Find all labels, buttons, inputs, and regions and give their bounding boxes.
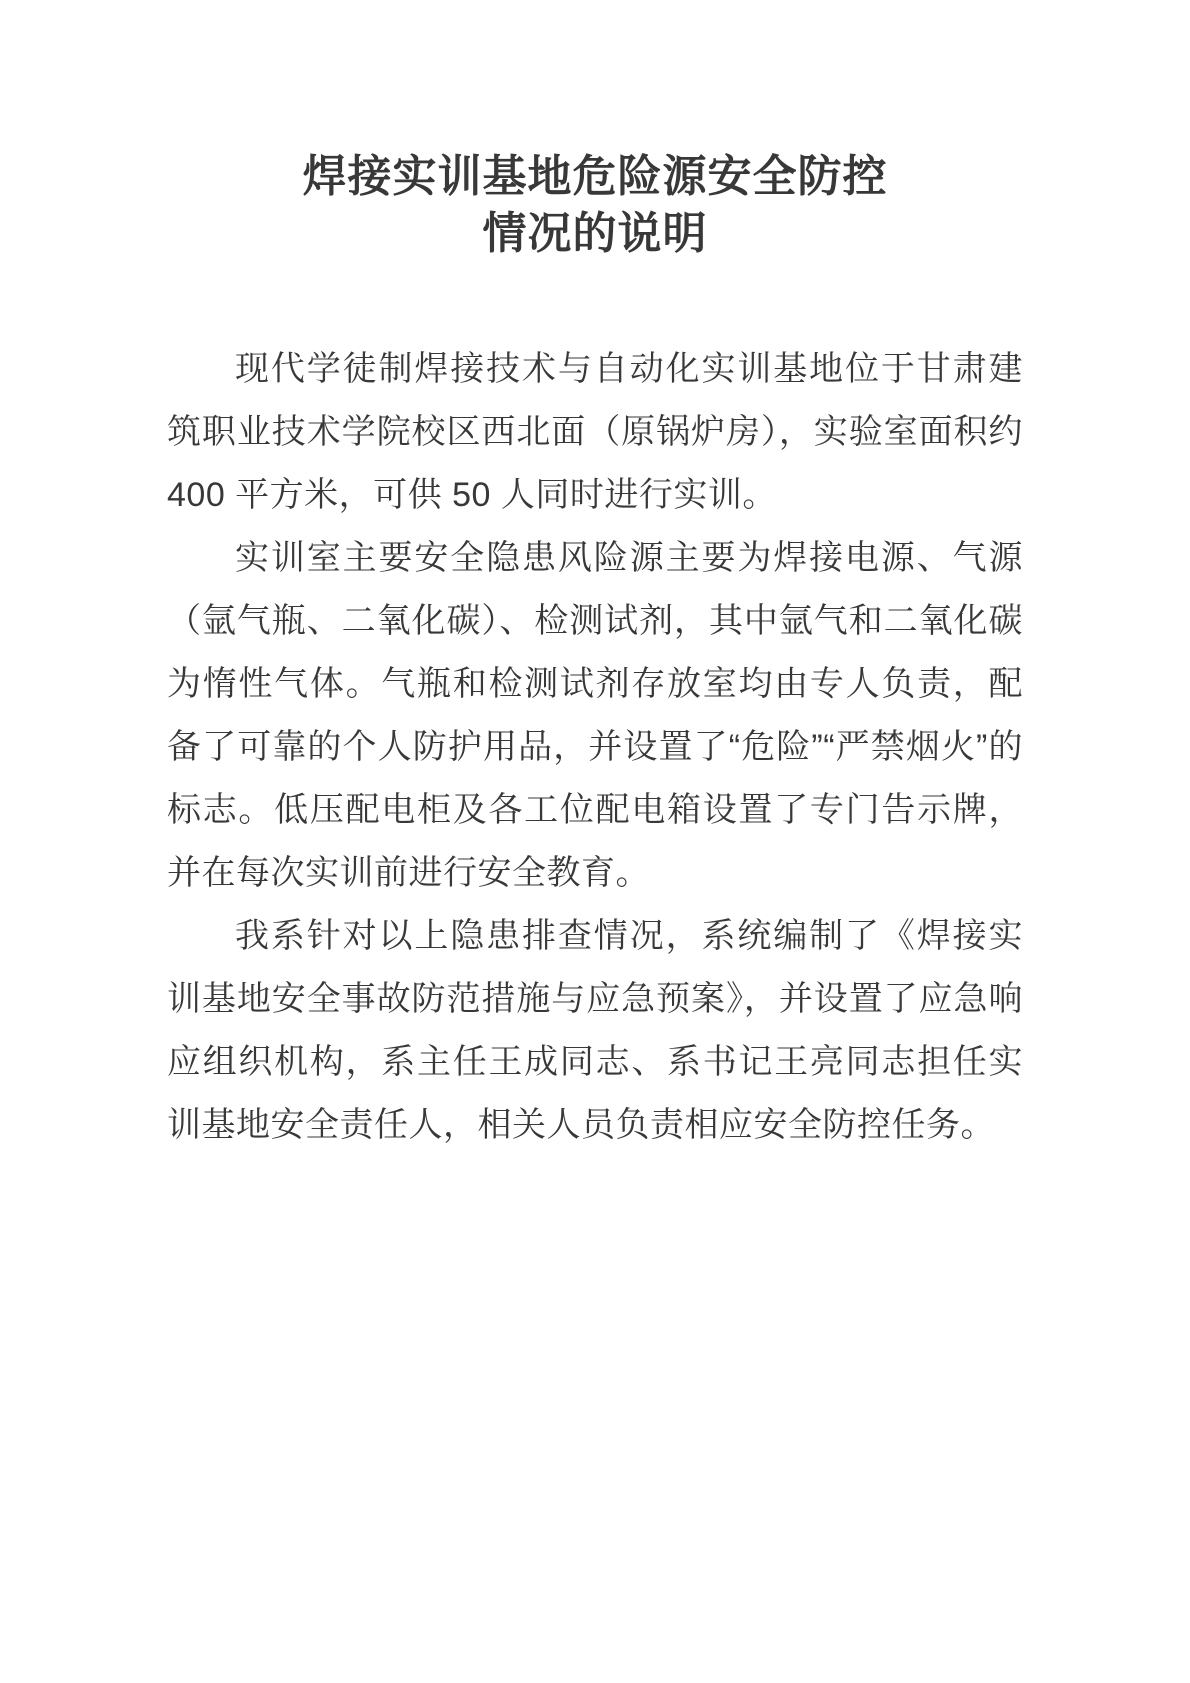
document-title-line1: 焊接实训基地危险源安全防控 bbox=[302, 152, 888, 201]
paragraph-emergency-plan: 我系针对以上隐患排查情况，系统编制了《焊接实训基地安全事故防范措施与应急预案》，并设置了应急响应组织机构，系主任王成同志、系书记王亮同志担任实训基地安全责任人，相关人员负责相应安全防控任务。 bbox=[167, 917, 1023, 1144]
document-title bbox=[167, 148, 1023, 262]
paragraph-hazard-sources: 实训室主要安全隐患风险源主要为焊接电源、气源（氩气瓶、二氧化碳）、检测试剂，其中氩气和二氧化碳为惰性气体。气瓶和检测试剂存放室均由专人负责，配备了可靠的个人防护用品，并设置了“危险”“严禁烟火”的标志。低压配电柜及各工位配电箱设置了专门告示牌，并在每次实训前进行安全教育。 bbox=[167, 539, 1023, 892]
document-title-line2: 情况的说明 bbox=[482, 209, 708, 258]
document-body bbox=[167, 338, 1023, 1157]
paragraph-location: 现代学徒制焊接技术与自动化实训基地位于甘肃建筑职业技术学院校区西北面（原锅炉房），实验室面积约 400 平方米，可供 50 人同时进行实训。 bbox=[167, 350, 1023, 514]
